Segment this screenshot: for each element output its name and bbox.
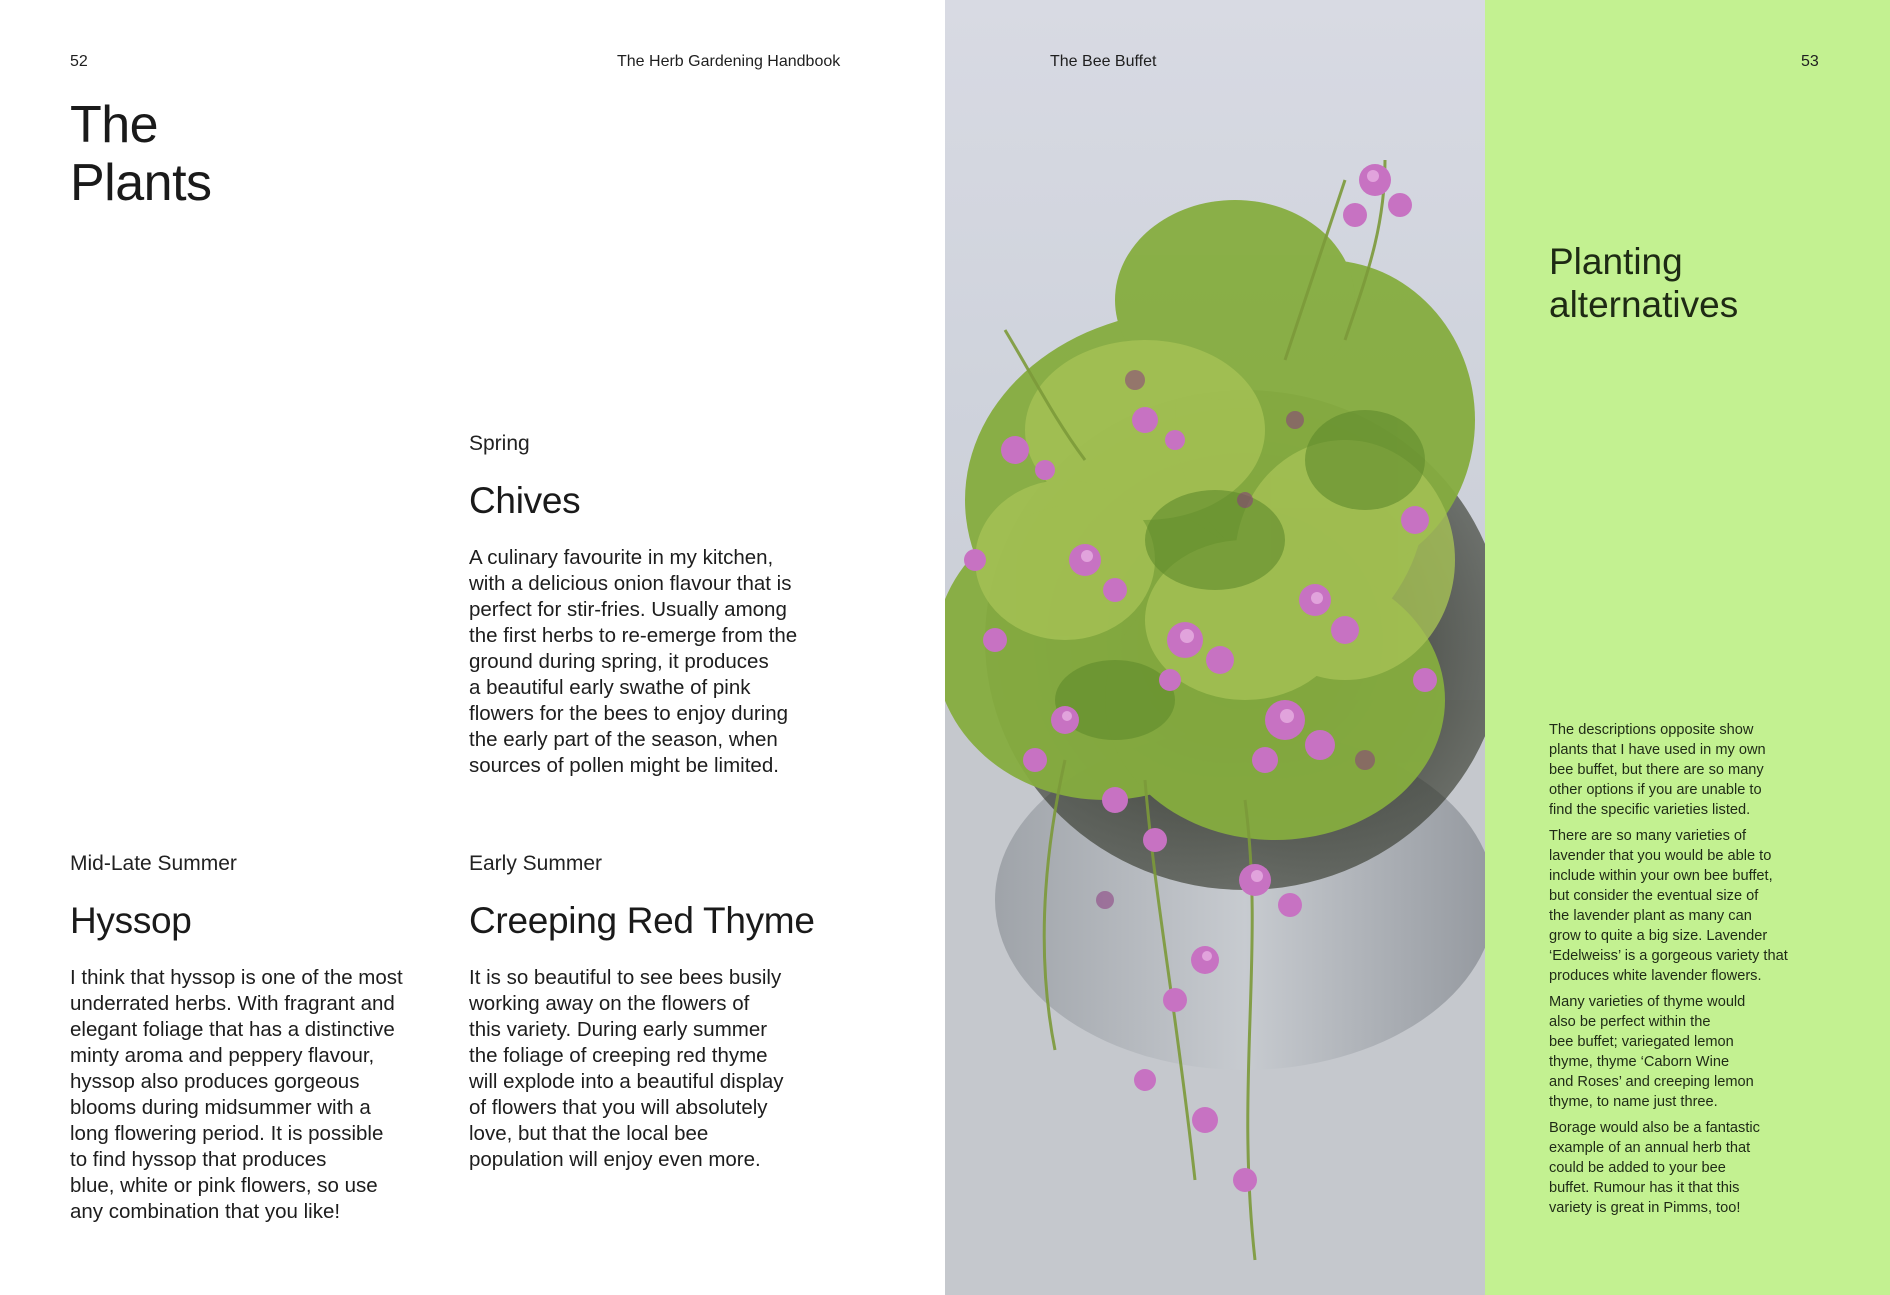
plant-season: Mid-Late Summer (70, 852, 237, 875)
right-page-number: 53 (1801, 53, 1819, 70)
left-running-head: The Herb Gardening Handbook (617, 53, 841, 70)
plant-season: Spring (469, 432, 530, 455)
alternatives-body (1549, 720, 1849, 1224)
plant-description: It is so beautiful to see bees busily working away on the flowers of this variety. During early summer the foliage of creeping red thyme will explode into a beautiful display of flowers that you will absolutely love, but that the local bee population will enjoy even more. (469, 966, 784, 1171)
thyme-plant-illustration (945, 0, 1485, 1295)
alternatives-paragraph: Borage would also be a fantastic example of an annual herb that could be added to your bee buffet. Rumour has it that this variety is great in Pimms, too! (1549, 1120, 1760, 1216)
plant-name: Hyssop (70, 900, 192, 941)
plant-entry-creeping-red-thyme (469, 851, 869, 1173)
plant-name: Chives (469, 480, 581, 521)
potted-thyme-photo (945, 0, 1485, 1295)
plant-name: Creeping Red Thyme (469, 900, 815, 941)
alternatives-paragraph: Many varieties of thyme would also be perfect within the bee buffet; variegated lemon thyme, thyme ‘Caborn Wine and Roses’ and creeping lemon thyme, to name just three. (1549, 994, 1754, 1110)
alternatives-paragraph: The descriptions opposite show plants that I have used in my own bee buffet, but there are so many other options if you are unable to find the specific varieties listed. (1549, 722, 1766, 818)
plant-description: I think that hyssop is one of the most underrated herbs. With fragrant and elegant foliage that has a distinctive minty aroma and peppery flavour, hyssop also produces gorgeous blooms during midsummer with a long flowering period. It is possible to find hyssop that produces blue, white or pink flowers, so use any combination that you like! (70, 966, 403, 1223)
plant-entry-chives (469, 431, 869, 779)
alternatives-paragraph: There are so many varieties of lavender that you would be able to include within your own bee buffet, but consider the eventual size of the lavender plant as many can grow to quite a big size. Lavender ‘Edelweiss’ is a gorgeous variety that produces white lavender flowers. (1549, 828, 1788, 984)
alternatives-title: Planting alternatives (1549, 241, 1739, 325)
planting-alternatives-panel (1050, 0, 1890, 1295)
plant-entry-hyssop (70, 851, 450, 1225)
page-title: The Plants (70, 96, 212, 212)
plant-description: A culinary favourite in my kitchen, with a delicious onion flavour that is perfect for stir-fries. Usually among the first herbs to re-emerge from the ground during spring, it produces a beautiful early swathe of pink flowers for the bees to enjoy during the early part of the season, when sources of pollen might be limited. (469, 546, 798, 777)
left-page-number: 52 (70, 53, 88, 70)
right-running-head: The Bee Buffet (1050, 53, 1157, 70)
plant-season: Early Summer (469, 852, 603, 875)
